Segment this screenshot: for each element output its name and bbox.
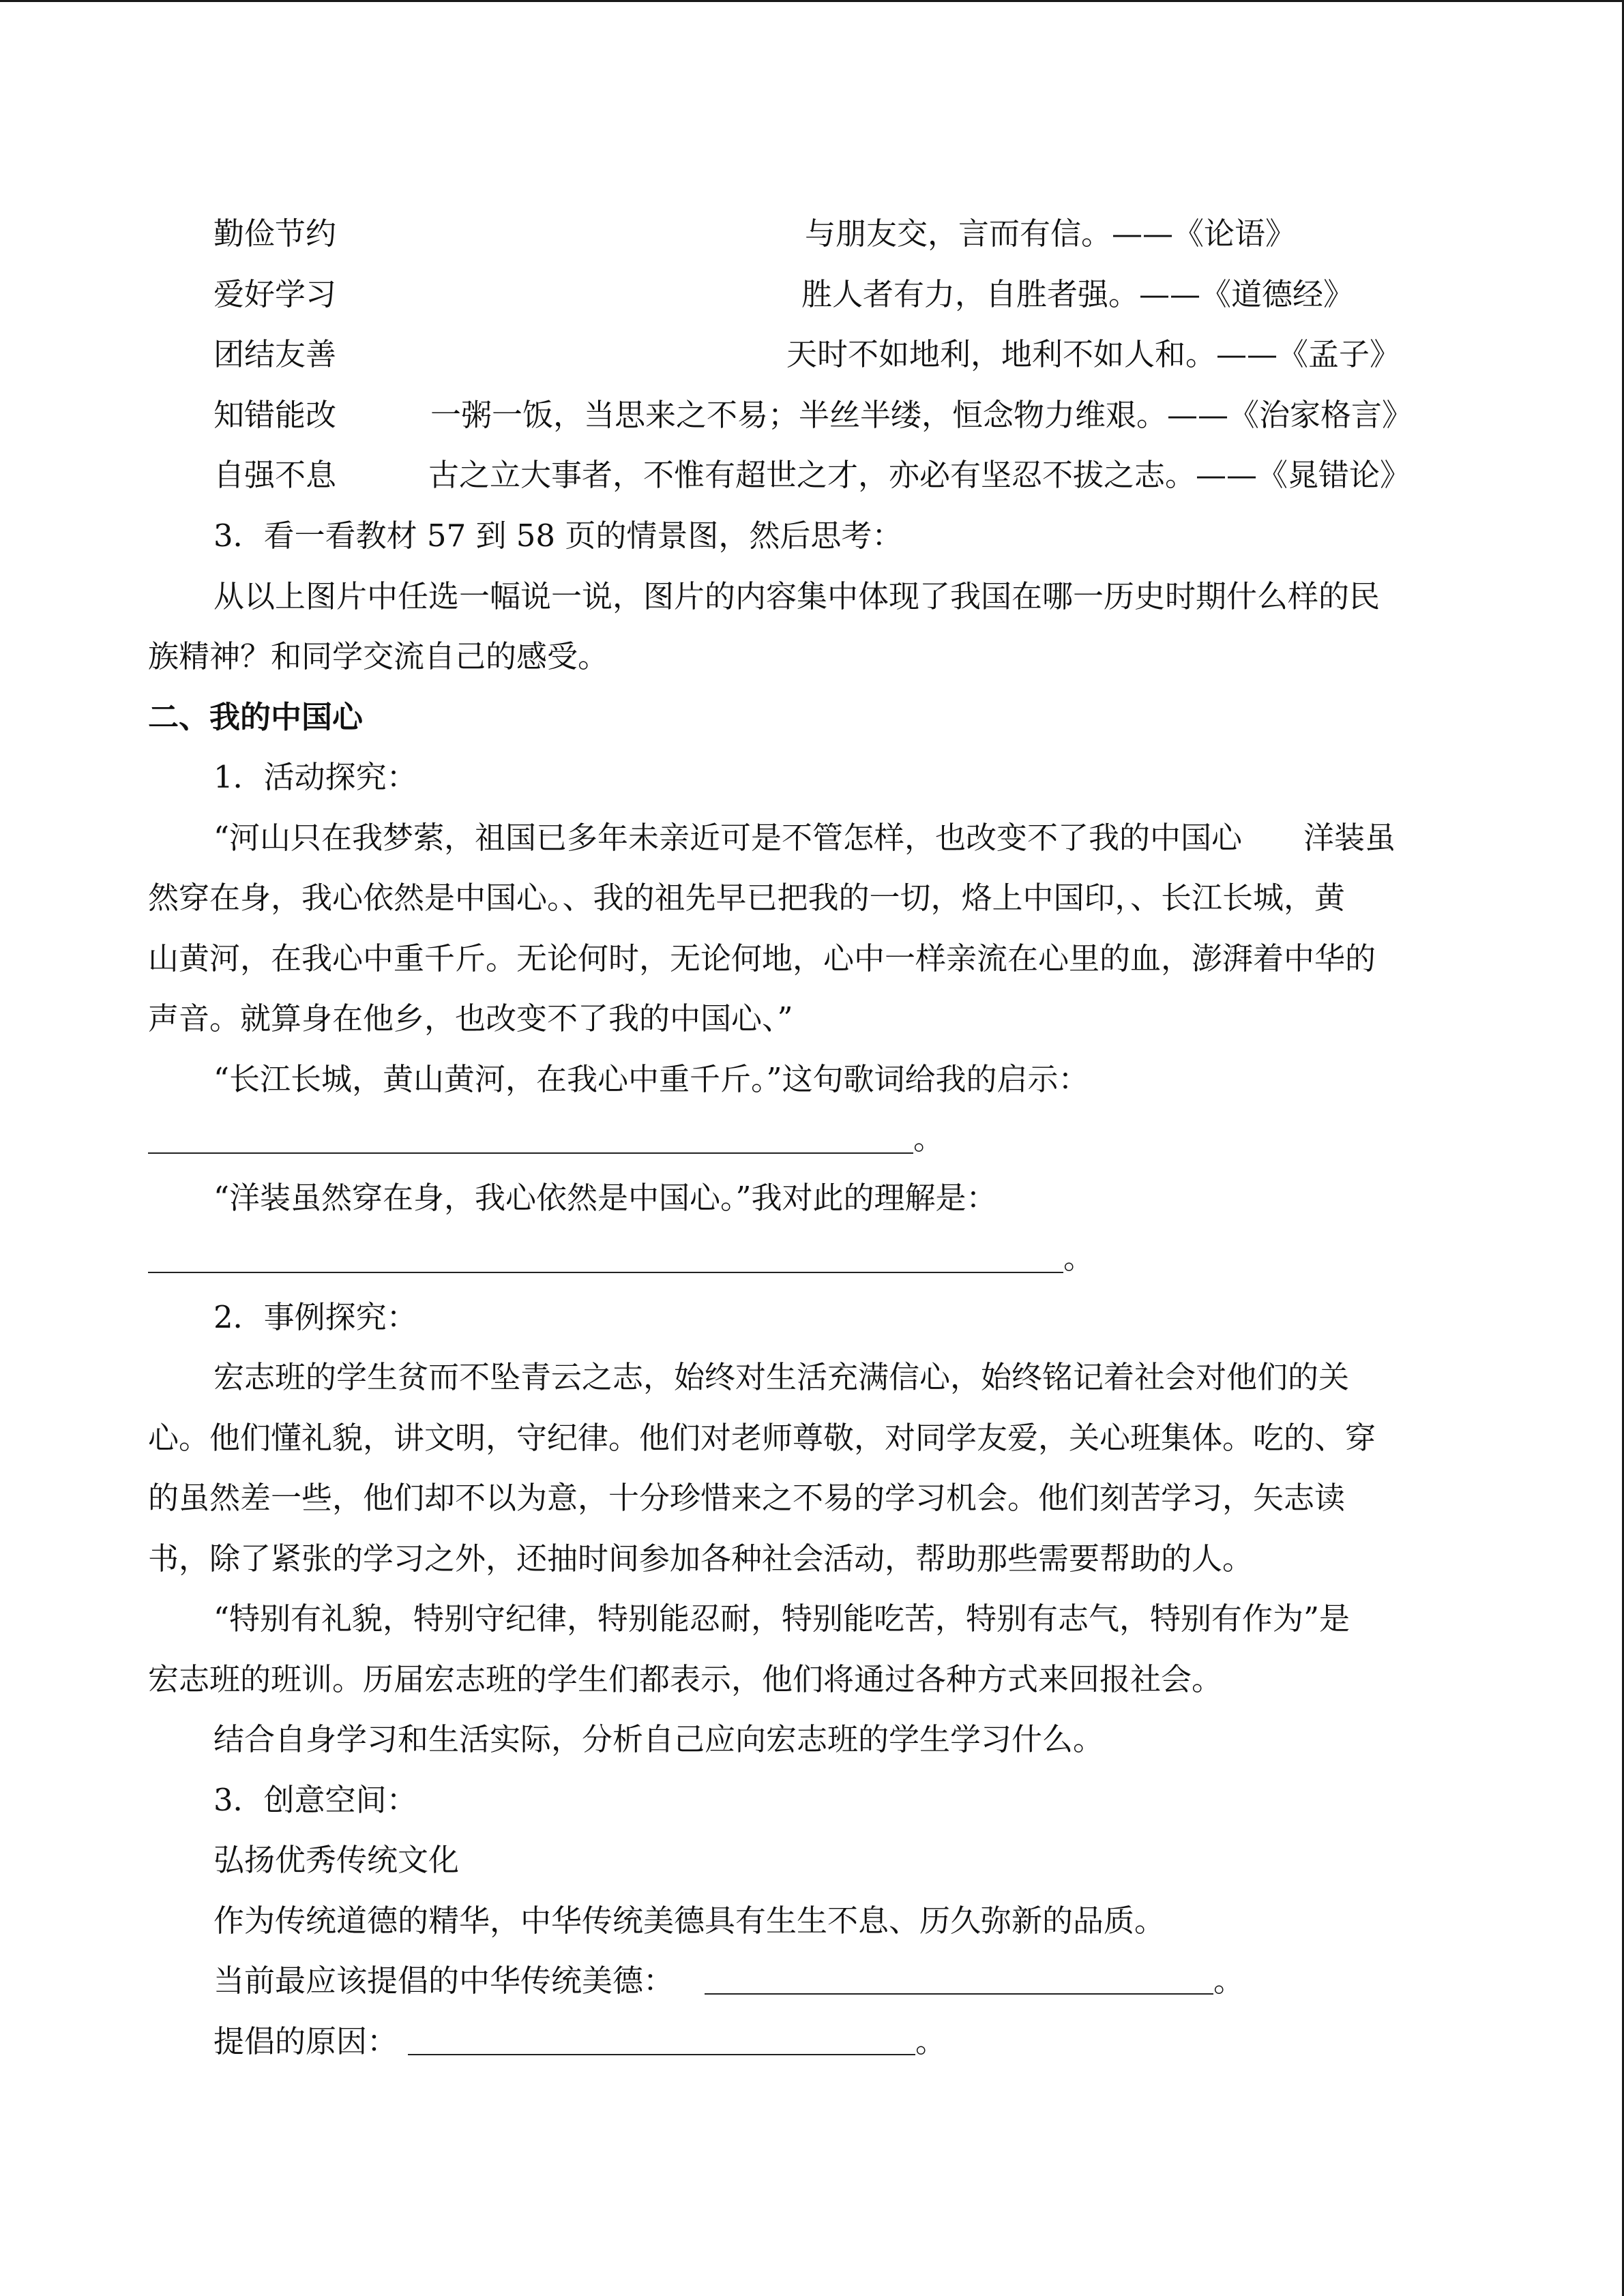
lyric-prompt: “长江长城，黄山黄河，在我心中重千斤。”这句歌词给我的启示： [213,1061,1089,1097]
virtue-prompt: 当前最应该提倡的中华传统美德： [213,1963,675,1999]
end-mark: 。 [1213,1963,1245,1999]
section-heading: 二、我的中国心 [148,699,364,735]
lyric-line: 山黄河，在我心中重千斤。无论何时，无论何地，心中一样亲流在心里的血，澎湃着中华的 [148,940,1376,976]
case-text: 宏志班的学生贫而不坠青云之志，始终对生活充满信心，始终铭记着社会对他们的关 [213,1359,1350,1395]
case-text: 书，除了紧张的学习之外，还抽时间参加各种社会活动，帮助那些需要帮助的人。 [148,1540,1254,1577]
end-mark: 。 [1063,1240,1095,1276]
virtue-item: 爱好学习 [213,276,337,312]
lyric-prompt: “洋装虽然穿在身，我心依然是中国心。”我对此的理解是： [213,1180,997,1216]
case-title: 2．事例探究： [213,1299,417,1335]
case-text: 的虽然差一些，他们却不以为意，十分珍惜来之不易的学习机会。他们刻苦学习，矢志读 [148,1480,1346,1516]
virtue-item: 自强不息 [213,457,337,493]
quote-item: 胜人者有力，自胜者强。——《道德经》 [801,276,1355,312]
virtue-item: 勤俭节约 [213,215,337,252]
answer-blank[interactable] [148,1272,1063,1273]
creative-title: 3．创意空间： [213,1782,417,1818]
question-body: 从以上图片中任选一幅说一说，图片的内容集中体现了我国在哪一历史时期什么样的民 [213,578,1381,614]
quote-item: 天时不如地利，地利不如人和。——《孟子》 [786,336,1401,372]
quote-item: 与朋友交，言而有信。——《论语》 [805,215,1297,252]
reason-prompt: 提倡的原因： [213,2023,398,2059]
creative-statement: 作为传统道德的精华，中华传统美德具有生生不息、历久弥新的品质。 [213,1903,1166,1939]
answer-blank[interactable] [148,1152,913,1154]
question-title: 3．看一看教材 57 到 58 页的情景图，然后思考： [213,518,903,554]
case-text: “特别有礼貌，特别守纪律，特别能忍耐，特别能吃苦，特别有志气，特别有作为”是 [213,1600,1350,1637]
case-question: 结合自身学习和生活实际，分析自己应向宏志班的学生学习什么。 [213,1721,1104,1757]
end-mark: 。 [915,2023,947,2059]
lyric-line: 然穿在身，我心依然是中国心。、我的祖先早已把我的一切，烙上中国印，、长江长城，黄 [148,880,1346,916]
activity-title: 1．活动探究： [213,759,417,795]
lyric-line: 声音。就算身在他乡，也改变不了我的中国心、” [148,1000,793,1037]
creative-subtitle: 弘扬优秀传统文化 [213,1842,460,1878]
case-text: 心。他们懂礼貌，讲文明，守纪律。他们对老师尊敬，对同学友爱，关心班集体。吃的、穿 [148,1420,1376,1456]
case-text: 宏志班的班训。历届宏志班的学生们都表示，他们将通过各种方式来回报社会。 [148,1661,1223,1697]
quote-item: 古之立大事者，不惟有超世之才，亦必有坚忍不拔之志。——《晁错论》 [428,457,1411,493]
quote-item: 一粥一饭，当思来之不易；半丝半缕，恒念物力维艰。——《治家格言》 [430,397,1413,433]
question-body: 族精神？和同学交流自己的感受。 [148,638,609,674]
virtue-item: 团结友善 [213,336,337,372]
lyric-line: “河山只在我梦萦，祖国已多年未亲近可是不管怎样，也改变不了我的中国心 洋装虽 [213,820,1396,856]
end-mark: 。 [913,1120,945,1157]
virtue-item: 知错能改 [213,397,337,433]
page-border-top [0,0,1624,2]
answer-blank[interactable] [408,2054,915,2055]
answer-blank[interactable] [705,1993,1213,1995]
